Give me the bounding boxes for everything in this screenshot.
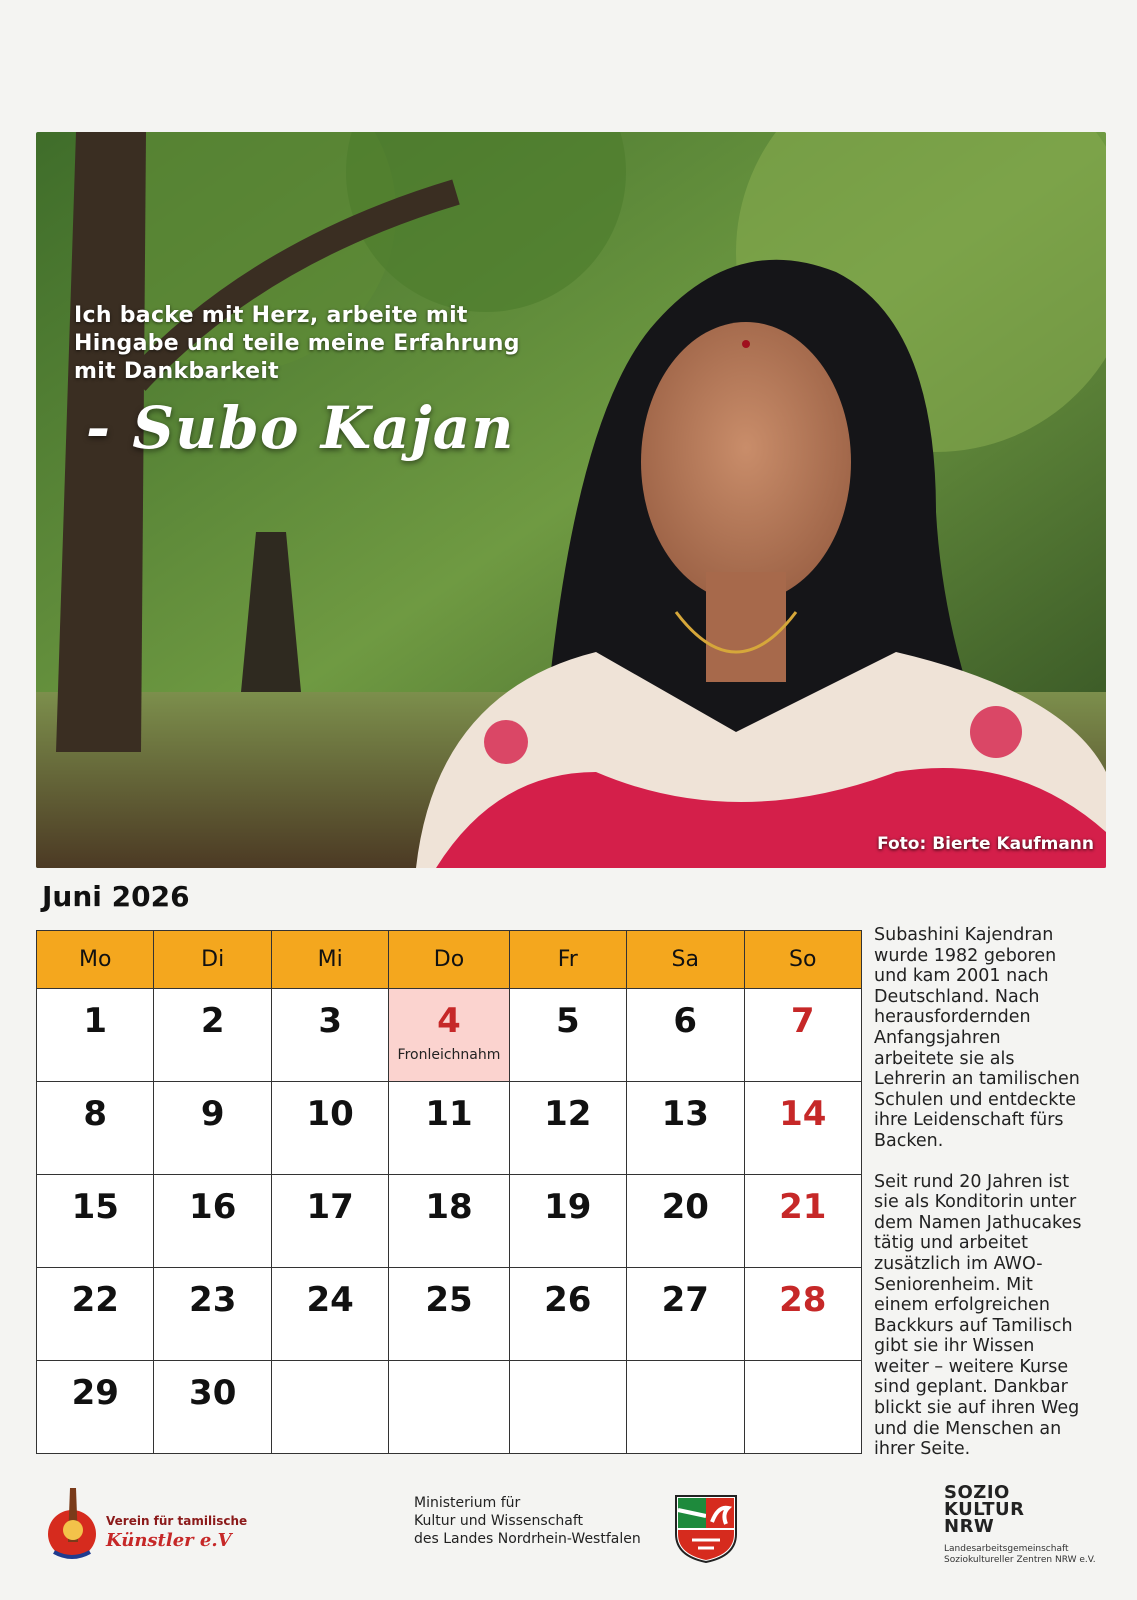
day-number: 1 [83,1001,108,1041]
empty-day-cell [509,1361,626,1454]
soziokultur-subtitle: Landesarbeitsgemeinschaft Soziokultureller Zentren NRW e.V. [944,1544,1096,1565]
day-cell [627,1268,744,1361]
day-number: 2 [200,1001,225,1041]
day-cell [37,1175,154,1268]
day-cell [154,1175,271,1268]
tamil-artists-logo-icon [46,1482,106,1566]
day-cell [509,1175,626,1268]
weekday-header-mi: Mi [271,931,388,989]
calendar-week-row [37,989,862,1082]
day-number: 15 [71,1187,119,1227]
nrw-coat-of-arms-icon [674,1494,738,1564]
day-number: 24 [306,1280,354,1320]
calendar-week-row [37,1175,862,1268]
day-cell [154,1361,271,1454]
portrait-photo [36,132,1106,868]
day-cell [627,1082,744,1175]
day-cell [154,989,271,1082]
holiday-label: Fronleichnahm [397,1047,501,1063]
calendar-body [37,989,862,1454]
day-cell [37,1082,154,1175]
day-cell [627,1175,744,1268]
bio-paragraph-2: Seit rund 20 Jahren ist sie als Konditorin unter dem Namen Jathucakes tätig und arbeitet zusätzlich im AWO-Seniorenheim. Mit einem erfolgreichen Backkurs auf Tamilisch gibt sie ihr Wissen weiter – weitere Kurse sind geplant. Dankbar blickt sie auf ihren Weg und die Menschen an ihrer Seite. [874,1171,1082,1460]
weekday-header-fr: Fr [509,931,626,989]
day-cell [37,989,154,1082]
day-number: 7 [790,1001,815,1041]
day-number: 16 [189,1187,237,1227]
empty-day-cell [389,1361,509,1454]
month-title: Juni 2026 [42,880,190,913]
day-cell [389,1175,509,1268]
day-number: 29 [71,1373,119,1413]
day-cell [509,1268,626,1361]
day-cell [744,1082,862,1175]
day-cell [389,1082,509,1175]
day-number: 23 [189,1280,237,1320]
bio-text [874,925,1084,1480]
logo-org-line1: Verein für tamilische [106,1514,248,1528]
bio-paragraph-1: Subashini Kajendran wurde 1982 geboren und kam 2001 nach Deutschland. Nach herausfordernden Anfangsjahren arbeitete sie als Lehrerin an tamilischen Schulen und entdeckte ihre Leidenschaft fürs Backen. [874,925,1080,1151]
day-cell [389,1268,509,1361]
day-cell [271,1082,388,1175]
day-cell [509,1082,626,1175]
day-number: 9 [200,1094,225,1134]
day-number: 11 [425,1094,473,1134]
day-number: 10 [306,1094,354,1134]
day-cell [509,989,626,1082]
empty-day-cell [744,1361,862,1454]
logo-org-line2: Künstler e.V [106,1530,232,1551]
day-cell [271,989,388,1082]
day-number: 4 [437,1001,461,1041]
weekday-header-row [37,931,862,989]
day-number: 13 [661,1094,709,1134]
day-cell [154,1082,271,1175]
day-cell [37,1268,154,1361]
day-number: 26 [544,1280,592,1320]
day-cell [744,1175,862,1268]
day-number: 20 [661,1187,709,1227]
weekday-header-sa: Sa [627,931,744,989]
day-cell [271,1175,388,1268]
empty-day-cell [271,1361,388,1454]
photo [36,132,1106,868]
day-cell [154,1268,271,1361]
day-number: 25 [425,1280,473,1320]
calendar-week-row [37,1361,862,1454]
weekday-header-mo: Mo [37,931,154,989]
empty-day-cell [627,1361,744,1454]
day-number: 30 [189,1373,237,1413]
day-number: 18 [425,1187,473,1227]
day-cell [37,1361,154,1454]
day-number: 19 [544,1187,592,1227]
day-number: 5 [555,1001,580,1041]
day-number: 3 [318,1001,342,1041]
day-cell [389,989,509,1082]
day-number: 17 [306,1187,354,1227]
day-number: 8 [83,1094,108,1134]
weekday-header-so: So [744,931,862,989]
weekday-header-di: Di [154,931,271,989]
day-cell [744,1268,862,1361]
footer [0,1470,1137,1600]
weekday-header-do: Do [389,931,509,989]
ministry-text: Ministerium für Kultur und Wissenschaft des Landes Nordrhein-Westfalen [414,1495,641,1547]
calendar-week-row [37,1268,862,1361]
calendar-table [36,930,862,1454]
day-number: 14 [779,1094,827,1134]
quote-text: Ich backe mit Herz, arbeite mit Hingabe und teile meine Erfahrung mit Dankbarkeit [74,303,520,384]
day-cell [627,989,744,1082]
day-number: 12 [544,1094,592,1134]
calendar-week-row [37,1082,862,1175]
day-number: 22 [71,1280,119,1320]
day-number: 28 [779,1280,827,1320]
day-cell [744,989,862,1082]
photo-credit: Foto: Bierte Kaufmann [877,834,1094,854]
day-cell [271,1268,388,1361]
day-number: 21 [779,1187,827,1227]
day-number: 27 [661,1280,709,1320]
signature: - Subo Kajan [86,394,515,462]
soziokultur-logo: SOZIO KULTUR NRW [944,1482,1025,1537]
day-number: 6 [673,1001,698,1041]
